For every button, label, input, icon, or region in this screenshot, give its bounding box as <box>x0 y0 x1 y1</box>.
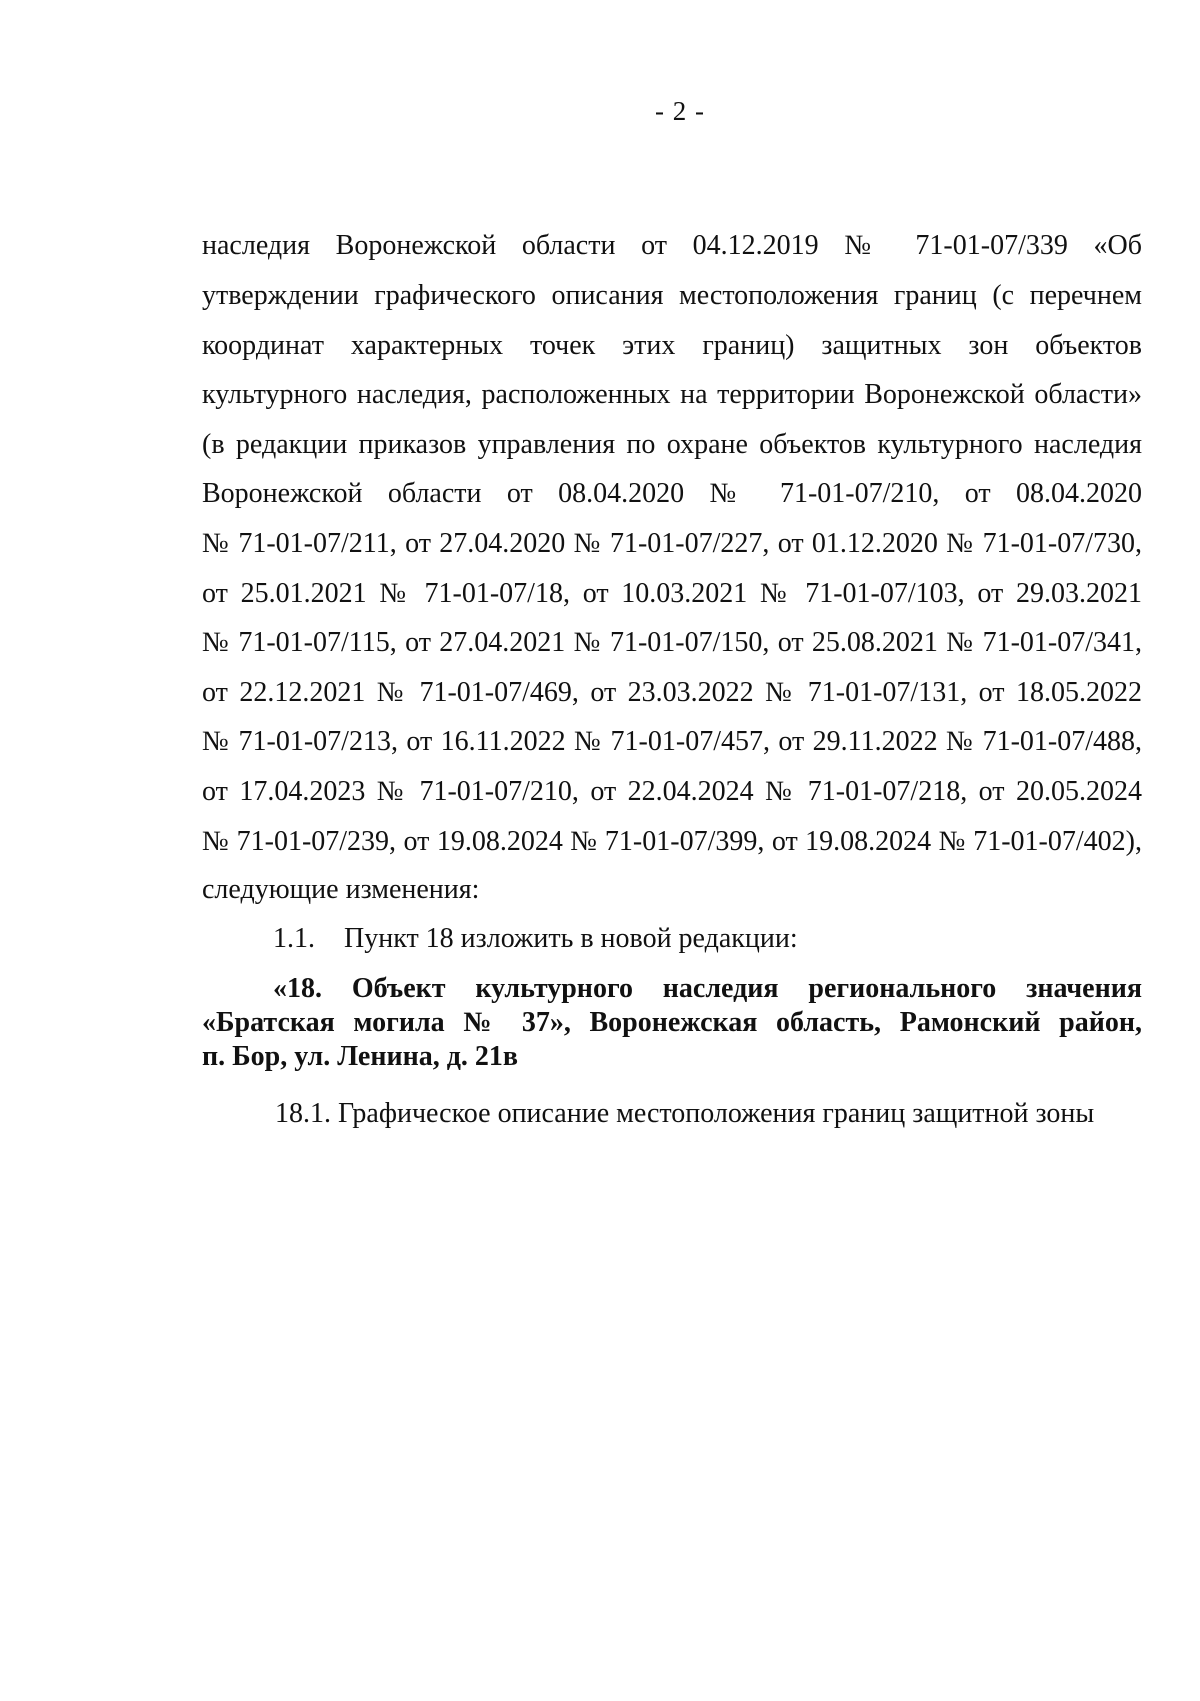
body-line: от 17.04.2023 № 71-01-07/210, от 22.04.2024 № 71-01-07/218, от 20.05.2024 <box>202 776 1142 807</box>
body-line: наследия Воронежской области от 04.12.2019 № 71-01-07/339 «Об <box>202 230 1142 261</box>
body-line: следующие изменения: <box>202 874 480 905</box>
body-line: культурного наследия, расположенных на территории Воронежской области» <box>202 379 1142 410</box>
body-line: № 71-01-07/211, от 27.04.2020 № 71-01-07/227, от 01.12.2020 № 71-01-07/730, <box>202 528 1142 559</box>
bold-heading-line: п. Бор, ул. Ленина, д. 21в <box>202 1041 519 1072</box>
body-line: координат характерных точек этих границ) защитных зон объектов <box>202 330 1142 361</box>
body-line: № 71-01-07/115, от 27.04.2021 № 71-01-07/150, от 25.08.2021 № 71-01-07/341, <box>202 627 1142 658</box>
body-line: № 71-01-07/213, от 16.11.2022 № 71-01-07/457, от 29.11.2022 № 71-01-07/488, <box>202 726 1142 757</box>
page-number: - 2 - <box>655 96 705 126</box>
bold-heading-line: «18. Объект культурного наследия регионального значения <box>273 973 1142 1004</box>
bold-heading-line: «Братская могила № 37», Воронежская область, Рамонский район, <box>202 1007 1142 1038</box>
body-line: утверждении графического описания местоположения границ (с перечнем <box>202 280 1142 311</box>
body-line: № 71-01-07/239, от 19.08.2024 № 71-01-07/399, от 19.08.2024 № 71-01-07/402), <box>202 826 1142 857</box>
subitem-18-1: 18.1. Графическое описание местоположения границ защитной зоны <box>275 1098 1095 1129</box>
body-line: (в редакции приказов управления по охране объектов культурного наследия <box>202 429 1142 460</box>
body-line: от 25.01.2021 № 71-01-07/18, от 10.03.2021 № 71-01-07/103, от 29.03.2021 <box>202 578 1142 609</box>
body-line: от 22.12.2021 № 71-01-07/469, от 23.03.2022 № 71-01-07/131, от 18.05.2022 <box>202 677 1142 708</box>
body-line: Воронежской области от 08.04.2020 № 71-01-07/210, от 08.04.2020 <box>202 478 1142 509</box>
item-number: 1.1. <box>273 923 315 954</box>
item-text: Пункт 18 изложить в новой редакции: <box>344 923 798 954</box>
